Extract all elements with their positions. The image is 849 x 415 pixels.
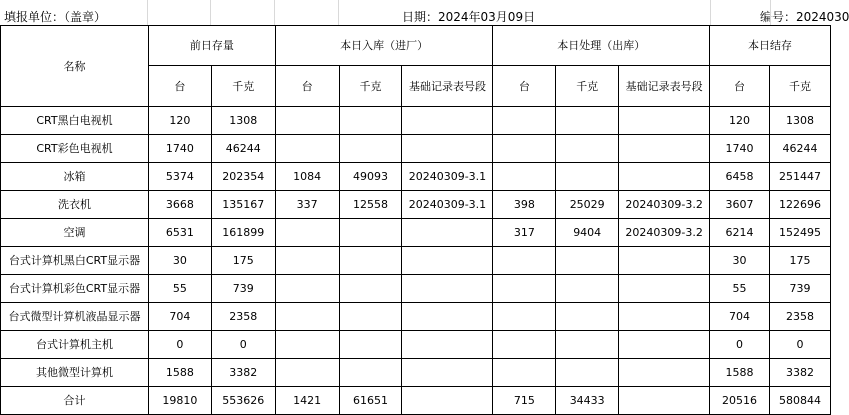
cell-out-record[interactable] [619, 331, 710, 359]
cell-out-units[interactable]: 398 [493, 191, 556, 219]
cell-in-units[interactable]: 337 [275, 191, 339, 219]
cell-out-kg[interactable] [556, 275, 619, 303]
total-row [1, 387, 831, 415]
column-group-stock-in[interactable]: 本日入库（进厂） [275, 26, 493, 66]
cell-end-kg[interactable]: 152495 [769, 219, 830, 247]
cell-name[interactable]: 台式计算机黑白CRT显示器 [1, 247, 149, 275]
cell-out-units[interactable] [493, 135, 556, 163]
table-row [1, 247, 831, 275]
cell-out-units[interactable] [493, 303, 556, 331]
column-header-in-units[interactable]: 台 [275, 66, 339, 107]
gridline [338, 0, 339, 25]
cell-end-units[interactable]: 704 [710, 303, 770, 331]
cell-end-kg[interactable]: 739 [769, 275, 830, 303]
cell-out-record[interactable] [619, 135, 710, 163]
cell-end-kg[interactable]: 175 [769, 247, 830, 275]
cell-in-units[interactable] [275, 135, 339, 163]
header-row-groups [1, 26, 831, 66]
report-header [0, 0, 849, 25]
cell-name[interactable]: 其他微型计算机 [1, 359, 149, 387]
cell-out-record[interactable] [619, 387, 710, 415]
cell-name[interactable]: 冰箱 [1, 163, 149, 191]
cell-in-record[interactable]: 20240309-3.1 [402, 163, 493, 191]
cell-end-units[interactable]: 55 [710, 275, 770, 303]
cell-prev-units[interactable]: 0 [148, 331, 211, 359]
cell-in-kg[interactable] [339, 359, 402, 387]
cell-name[interactable]: 洗衣机 [1, 191, 149, 219]
cell-out-units[interactable] [493, 163, 556, 191]
cell-name[interactable]: 台式计算机彩色CRT显示器 [1, 275, 149, 303]
cell-name[interactable]: CRT彩色电视机 [1, 135, 149, 163]
cell-in-record[interactable]: 20240309-3.1 [402, 191, 493, 219]
cell-end-kg[interactable]: 251447 [769, 163, 830, 191]
cell-in-record[interactable] [402, 387, 493, 415]
table-row [1, 107, 831, 135]
column-header-name[interactable]: 名称 [1, 26, 149, 107]
cell-in-kg[interactable]: 61651 [339, 387, 402, 415]
column-header-end-units[interactable]: 台 [710, 66, 770, 107]
table-row [1, 359, 831, 387]
inventory-table [0, 25, 831, 415]
cell-out-kg[interactable] [556, 247, 619, 275]
cell-end-units[interactable]: 30 [710, 247, 770, 275]
cell-prev-units[interactable]: 55 [148, 275, 211, 303]
cell-in-record[interactable] [402, 275, 493, 303]
cell-end-units[interactable]: 0 [710, 331, 770, 359]
cell-end-units[interactable]: 1588 [710, 359, 770, 387]
column-header-out-record[interactable]: 基础记录表号段 [619, 66, 710, 107]
cell-in-record[interactable] [402, 331, 493, 359]
cell-prev-units[interactable]: 6531 [148, 219, 211, 247]
cell-end-kg[interactable]: 580844 [769, 387, 830, 415]
cell-in-units[interactable]: 1084 [275, 163, 339, 191]
cell-out-record[interactable]: 20240309-3.2 [619, 191, 710, 219]
column-header-out-units[interactable]: 台 [493, 66, 556, 107]
cell-end-kg[interactable]: 122696 [769, 191, 830, 219]
cell-name[interactable]: 空调 [1, 219, 149, 247]
cell-out-kg[interactable] [556, 163, 619, 191]
cell-in-record[interactable] [402, 219, 493, 247]
cell-name[interactable]: 合计 [1, 387, 149, 415]
cell-prev-kg[interactable]: 0 [211, 331, 275, 359]
cell-out-units[interactable] [493, 107, 556, 135]
cell-out-record[interactable] [619, 275, 710, 303]
cell-in-units[interactable] [275, 219, 339, 247]
column-group-ending-stock[interactable]: 本日结存 [710, 26, 831, 66]
cell-out-record[interactable] [619, 163, 710, 191]
cell-out-units[interactable]: 715 [493, 387, 556, 415]
cell-prev-units[interactable]: 704 [148, 303, 211, 331]
cell-in-record[interactable] [402, 135, 493, 163]
cell-prev-units[interactable]: 1740 [148, 135, 211, 163]
cell-prev-kg[interactable]: 739 [211, 275, 275, 303]
cell-out-kg[interactable] [556, 359, 619, 387]
cell-prev-kg[interactable]: 1308 [211, 107, 275, 135]
cell-in-units[interactable] [275, 107, 339, 135]
cell-in-units[interactable] [275, 275, 339, 303]
reporting-unit-label: 填报单位：（盖章） [4, 10, 107, 24]
cell-end-units[interactable]: 6458 [710, 163, 770, 191]
cell-in-kg[interactable]: 49093 [339, 163, 402, 191]
report-date: 日期：2024年03月09日 [402, 10, 536, 24]
table-row [1, 219, 831, 247]
cell-prev-kg[interactable]: 3382 [211, 359, 275, 387]
cell-in-record[interactable] [402, 107, 493, 135]
cell-out-units[interactable] [493, 359, 556, 387]
cell-end-kg[interactable]: 0 [769, 331, 830, 359]
cell-in-units[interactable]: 1421 [275, 387, 339, 415]
cell-name[interactable]: 台式计算机主机 [1, 331, 149, 359]
cell-in-kg[interactable] [339, 275, 402, 303]
cell-end-units[interactable]: 3607 [710, 191, 770, 219]
cell-in-kg[interactable] [339, 135, 402, 163]
gridline [274, 0, 275, 25]
gridline [710, 0, 711, 25]
cell-out-kg[interactable]: 25029 [556, 191, 619, 219]
table-row [1, 275, 831, 303]
cell-out-kg[interactable]: 34433 [556, 387, 619, 415]
cell-end-kg[interactable]: 2358 [769, 303, 830, 331]
column-header-in-record[interactable]: 基础记录表号段 [402, 66, 493, 107]
cell-prev-kg[interactable]: 46244 [211, 135, 275, 163]
table-row [1, 135, 831, 163]
cell-end-units[interactable]: 120 [710, 107, 770, 135]
cell-in-kg[interactable] [339, 219, 402, 247]
cell-out-units[interactable] [493, 275, 556, 303]
cell-in-kg[interactable] [339, 331, 402, 359]
cell-prev-kg[interactable]: 553626 [211, 387, 275, 415]
cell-out-record[interactable] [619, 359, 710, 387]
column-header-end-kg[interactable]: 千克 [769, 66, 830, 107]
cell-out-units[interactable] [493, 331, 556, 359]
cell-prev-kg[interactable]: 202354 [211, 163, 275, 191]
cell-end-units[interactable]: 1740 [710, 135, 770, 163]
column-group-previous-stock[interactable]: 前日存量 [148, 26, 275, 66]
column-header-out-kg[interactable]: 千克 [556, 66, 619, 107]
cell-in-units[interactable] [275, 359, 339, 387]
cell-prev-kg[interactable]: 161899 [211, 219, 275, 247]
cell-prev-kg[interactable]: 2358 [211, 303, 275, 331]
cell-end-units[interactable]: 6214 [710, 219, 770, 247]
cell-out-record[interactable] [619, 107, 710, 135]
cell-in-kg[interactable] [339, 303, 402, 331]
cell-prev-units[interactable]: 120 [148, 107, 211, 135]
cell-prev-kg[interactable]: 135167 [211, 191, 275, 219]
cell-name[interactable]: CRT黑白电视机 [1, 107, 149, 135]
table-row [1, 303, 831, 331]
column-group-processed-out[interactable]: 本日处理（出库） [493, 26, 710, 66]
cell-in-kg[interactable] [339, 247, 402, 275]
cell-in-record[interactable] [402, 247, 493, 275]
cell-end-kg[interactable]: 1308 [769, 107, 830, 135]
cell-in-units[interactable] [275, 331, 339, 359]
cell-out-kg[interactable]: 9404 [556, 219, 619, 247]
column-header-prev-units[interactable]: 台 [148, 66, 211, 107]
cell-prev-units[interactable]: 19810 [148, 387, 211, 415]
cell-end-kg[interactable]: 46244 [769, 135, 830, 163]
cell-out-record[interactable]: 20240309-3.2 [619, 219, 710, 247]
cell-out-record[interactable] [619, 247, 710, 275]
column-header-prev-kg[interactable]: 千克 [211, 66, 275, 107]
cell-out-units[interactable]: 317 [493, 219, 556, 247]
cell-in-units[interactable] [275, 303, 339, 331]
cell-end-units[interactable]: 20516 [710, 387, 770, 415]
gridline [147, 0, 148, 25]
cell-prev-units[interactable]: 3668 [148, 191, 211, 219]
gridline [210, 0, 211, 25]
cell-name[interactable]: 台式微型计算机液晶显示器 [1, 303, 149, 331]
report-number: 编号：2024030 [760, 10, 849, 24]
cell-in-record[interactable] [402, 359, 493, 387]
cell-prev-units[interactable]: 1588 [148, 359, 211, 387]
table-row [1, 191, 831, 219]
cell-prev-units[interactable]: 5374 [148, 163, 211, 191]
cell-out-kg[interactable] [556, 303, 619, 331]
cell-in-kg[interactable] [339, 107, 402, 135]
cell-out-record[interactable] [619, 303, 710, 331]
cell-out-kg[interactable] [556, 331, 619, 359]
column-header-in-kg[interactable]: 千克 [339, 66, 402, 107]
cell-out-units[interactable] [493, 247, 556, 275]
cell-prev-units[interactable]: 30 [148, 247, 211, 275]
cell-out-kg[interactable] [556, 135, 619, 163]
cell-in-units[interactable] [275, 247, 339, 275]
table-row [1, 163, 831, 191]
cell-in-record[interactable] [402, 303, 493, 331]
gridline [770, 0, 771, 25]
table-row [1, 331, 831, 359]
cell-end-kg[interactable]: 3382 [769, 359, 830, 387]
cell-out-kg[interactable] [556, 107, 619, 135]
cell-in-kg[interactable]: 12558 [339, 191, 402, 219]
cell-prev-kg[interactable]: 175 [211, 247, 275, 275]
